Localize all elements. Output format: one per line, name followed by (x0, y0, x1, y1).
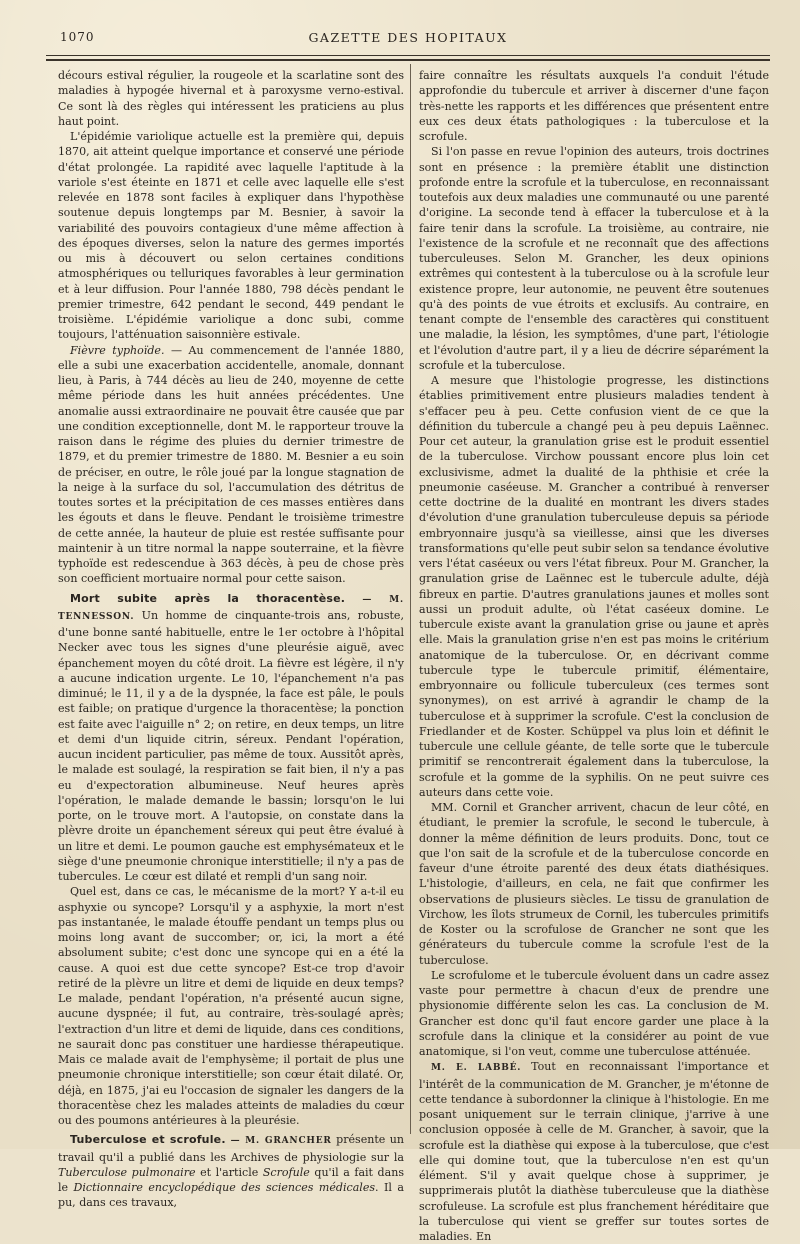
paragraph: Si l'on passe en revue l'opinion des auteurs, trois doctrines sont en présence : la première établit une distinction profonde entre la scrofule et la tuberculose, en reconnaissant toutefois aux deux maladies une communauté ou une parenté d'origine. La seconde tend à effacer la tuberculose et à la faire tenir dans la scrofule. La troisième, au contraire, nie l'existence de la scrofule et ne reconnaît que des affections tuberculeuses. Selon M. Grancher, les deux opinions extrêmes qui contestent à la tuberculose ou à la scrofule leur existence propre, leur autonomie, ne peuvent être soutenues qu'à des points de vue étroits et exclusifs. Au contraire, en tenant compte de l'ensemble des caractères qui constituent une maladie, la lésion, les symptômes, d'une part, l'étiologie et l'évolution d'autre part, il y a lieu de décrire séparément la scrofule et la tuberculose. (419, 145, 769, 372)
speaker-name: M. E. LABBÉ. (431, 1063, 522, 1074)
paragraph-text: et l'article (195, 1165, 263, 1179)
section-tuberculose (58, 1132, 404, 1210)
section-heading: Tuberculose et scrofule. (70, 1133, 226, 1147)
left-column (58, 68, 405, 1210)
subheading-typhoid: Fièvre typhoïde. (70, 343, 165, 357)
paragraph: décours estival régulier, la rougeole et la scarlatine sont des maladies à hypogée hivernal et à paroxysme verno-estival. Ce sont là des règles qui intéressent les praticiens au plus haut point. (58, 69, 404, 128)
paragraph: A mesure que l'histologie progresse, les distinctions établies primitivement entre plusieurs maladies tendent à s'effacer peu à peu. Cette confusion vient de ce que la définition du tubercule a changé peu à peu depuis Laënnec. Pour cet auteur, la granulation grise est le produit essentiel de la tuberculose. Virchow poussant encore plus loin cet exclusivisme, admet la dualité de la phthisie et crée la pneumonie caséeuse. M. Grancher a contribué à renverser cette doctrine de la dualité en montrant les divers stades d'évolution d'une granulation tuberculeuse depuis sa période embryonnaire jusqu'à sa vieillesse, ainsi que les diverses transformations qu'elle peut subir selon sa tendance évolutive vers l'état caséeux ou vers l'état fibreux. Pour M. Grancher, la granulation grise de Laënnec est le tubercule adulte, déjà fibreux en partie. D'autres granulations jaunes et molles sont aussi un produit adulte, où l'état caséeux domine. Le tubercule existe avant la granulation grise ou jaune et après elle. Mais la granulation grise n'en est pas moins le critérium anatomique de la tuberculose. Or, en décrivant comme tubercule type le tubercule primitif, élémentaire, embryonnaire ou follicule tuberculeux (ces termes sont synonymes), on est arrivé à agrandir le champ de la tuberculose et à supprimer la scrofule. C'est la conclusion de Friedlander et de Koster. Schüppel va plus loin et définit le tubercule une cellule géante, de telle sorte que le tubercule primitif se rencontrerait également dans la tuberculose, la scrofule et la gomme de la syphilis. On ne peut suivre ces auteurs dans cette voie. (419, 374, 769, 799)
paragraph-typhoid (58, 343, 404, 587)
work-title: Scrofule (262, 1165, 310, 1179)
right-column (419, 68, 769, 1243)
page-header (48, 30, 768, 52)
section-author: — M. TENNESSON. (58, 594, 404, 622)
publication-title: GAZETTE DES HOPITAUX (308, 30, 508, 45)
paragraph-text: . Il a pu, dans ces travaux, (58, 1181, 404, 1210)
work-title: Dictionnaire encyclopédique des sciences médicales (73, 1181, 376, 1194)
paragraph: MM. Cornil et Grancher arrivent, chacun de leur côté, en étudiant, le premier la scrofule, le second le tubercule, à donner la même définition de leurs produits. Donc, tout ce que l'on sait de la scrofule et de la tuberculose concorde en faveur d'une étroite parenté des deux états diathésiques. L'histologie, d'ailleurs, en cela, ne fait que confirmer les observations de plusieurs siècles. Le tissu de granulation de Virchow, les îlots strumeux de Cornil, les tubercules primitifs de Koster ou la scrofulose de Grancher ne sont que les générateurs du tubercule comme la scrofule l'est de la tuberculose. (419, 801, 769, 967)
section-thoracentese (58, 591, 404, 885)
paragraph: Quel est, dans ce cas, le mécanisme de la mort? Y a-t-il eu asphyxie ou syncope? Lorsqu'il y a asphyxie, la mort n'est pas instantanée, le malade étouffe pendant un temps plus ou moins long avant de succomber; or, ici, la mort a été absolument subite; c'est donc une syncope qui en a été la cause. A quoi est due cette syncope? Est-ce trop d'avoir retiré de la plèvre un litre et demi de liquide en deux temps? Le malade, pendant l'opération, n'a présenté aucun signe, aucune dyspnée; il fut, au contraire, très-soulagé après; l'extraction d'un litre et demi de liquide, dans ces conditions, ne saurait donc pas constituer une hardiesse thérapeutique. Mais ce malade avait de l'emphysème; il portait de plus une pneumonie chronique interstitielle; son cœur était dilaté. Or, déjà, en 1875, j'ai eu l'occasion de signaler les dangers de la thoracentèse chez les malades atteints de maladies du cœur ou des poumons antérieures à la pleurésie. (58, 885, 404, 1127)
paragraph-text: Un homme de cinquante-trois ans, robuste, d'une bonne santé habituelle, entre le 1er octobre à l'hôpital Necker avec tous les signes d'une pleurésie aiguë, avec épanchement moyen du côté droit. La fièvre est légère, il n'y a aucune indication urgente. Le 10, l'épanchement n'a pas diminué; le 11, il y a de la dyspnée, la face est pâle, le pouls est faible; on pratique d'urgence la thoracentèse; la ponction est faite avec l'aiguille n° 2; on retire, en deux temps, un litre et demi d'un liquide citrin, séreux. Pendant l'opération, aucun incident particulier, pas même de toux. Aussitôt après, le malade est soulagé, la respiration se fait bien, il n'y a pas eu d'expectoration albumineuse. Neuf heures après l'opération, le malade demande le bassin; lorsqu'on le lui porte, on le trouve mort. A l'autopsie, on constate dans la plèvre droite un épanchement séreux qui peut être évalué à un litre et demi. Le poumon gauche est emphysémateux et le siège d'une pneumonie chronique interstitielle; il n'y a pas de tubercules. Le cœur est dilaté et rempli d'un sang noir. (58, 608, 404, 883)
header-rule-thick (46, 59, 770, 61)
paragraph: faire connaître les résultats auxquels l'a conduit l'étude approfondie du tubercule et arriver à discerner d'une façon très-nette les rapports et les différences que présentent entre eux ces deux états pathologiques : la tuberculose et la scrofule. (419, 69, 769, 143)
paragraph-labbe (419, 1059, 769, 1244)
paragraph: L'épidémie variolique actuelle est la première qui, depuis 1870, ait atteint quelque importance et conservé une période d'état prolongée. La rapidité avec laquelle l'aptitude à la variole s'est éteinte en 1871 et celle avec laquelle elle s'est relevée en 1878 sont faciles à expliquer dans l'hypothèse soutenue depuis longtemps par M. Besnier, à savoir la variabilité des pouvoirs contagieux d'une même affection à des époques diverses, selon la nature des germes importés ou mis à découvert ou selon certaines conditions atmosphériques ou telluriques favorables à leur germination et à leur diffusion. Pour l'année 1880, 798 décès pendant le premier trimestre, 642 pendant le second, 449 pendant le troisième. L'épidémie variolique a donc subi, comme toujours, l'atténuation saisonnière estivale. (58, 130, 404, 342)
paragraph-text: Tout en reconnaissant l'importance et l'intérêt de la communication de M. Grancher, je m'étonne de cette tendance à subordonner la clinique à l'histologie. En me posant uniquement sur le terrain clinique, j'arrive à une conclusion opposée à celle de M. Grancher, à savoir, que la scrofule est la diathèse qui expose à la tuberculose, que c'est elle qui domine tout, que la tuberculose n'en est qu'un élément. S'il y avait quelque chose à supprimer, je supprimerais plutôt la diathèse tuberculeuse que la diathèse scrofuleuse. La scrofule est plus franchement héréditaire que la tuberculose qui vient se greffer sur toutes sortes de maladies. En (419, 1060, 769, 1243)
paragraph-text: — Au commencement de l'année 1880, elle a subi une exacerbation accidentelle, anomale, donnant lieu, à Paris, à 744 décès au lieu de 240, moyenne de cette même période dans les huit années précédentes. Une anomalie aussi extraordinaire ne pouvait être causée que par une condition exceptionnelle, dont M. le rapporteur trouve la raison dans le régime des pluies du dernier trimestre de 1879, et du premier trimestre de 1880. M. Besnier a eu soin de préciser, en outre, le rôle joué par la longue stagnation de la neige à la surface du sol, l'accumulation des détritus de toutes sortes et la précipitation de ces masses entières dans les égouts et dans le fleuve. Pendant le troisième trimestre de cette année, la hauteur de pluie est restée suffisante pour maintenir à un titre normal la nappe souterraine, et la fièvre typhoïde est redescendue à 363 décès, à peu de chose près son coefficient mortuaire normal pour cette saison. (58, 343, 404, 586)
section-author: — M. GRANCHER (225, 1136, 332, 1147)
paragraph-text: qu'il a fait dans le (58, 1165, 404, 1194)
header-rule-thin (46, 55, 770, 56)
work-title: Tuberculose pulmonaire (58, 1165, 196, 1179)
paragraph: Le scrofulome et le tubercule évoluent dans un cadre assez vaste pour permettre à chacun d'eux de prendre une physionomie différente selon les cas. La conclusion de M. Grancher est donc qu'il faut encore garder une place à la scrofule dans la clinique et la considérer au point de vue anatomique, si l'on veut, comme une tuberculose atténuée. (419, 968, 769, 1058)
page-number: 1070 (60, 30, 95, 44)
paragraph-text: présente un travail qu'il a publié dans les Archives de physiologie sur la (58, 1133, 405, 1164)
column-divider (410, 64, 411, 1134)
section-heading: Mort subite après la thoracentèse. (70, 591, 346, 605)
